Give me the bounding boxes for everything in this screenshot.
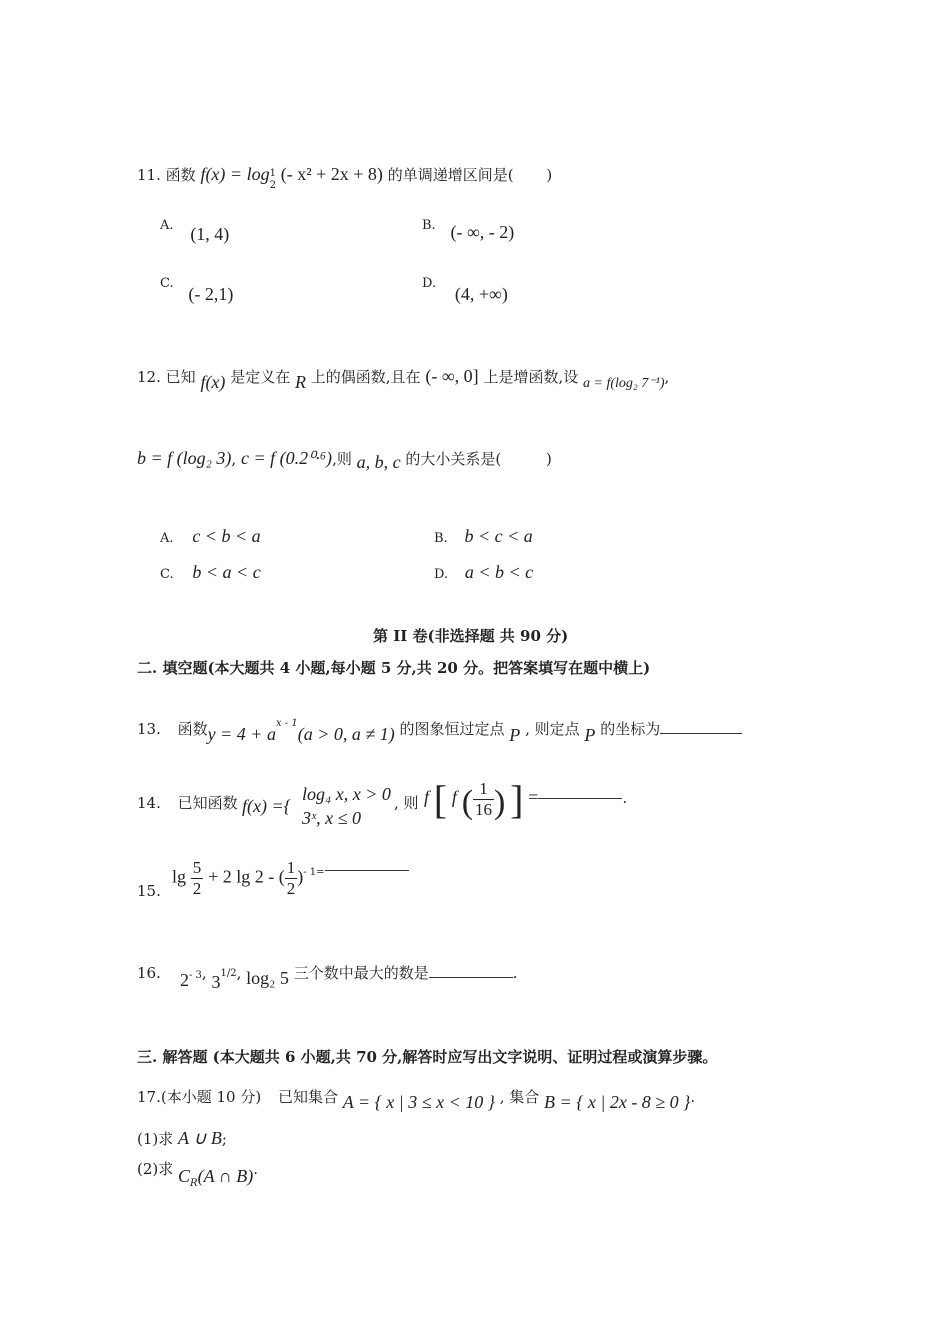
q14-f-outer: f — [424, 787, 430, 807]
q14-bracket-right: ] — [510, 777, 524, 822]
q13-condition: (a > 0, a ≠ 1) — [297, 724, 395, 744]
q12-option-b-label: B. — [434, 531, 448, 546]
q14-expression — [424, 777, 628, 830]
q16-number: 16. — [137, 964, 161, 982]
q14-text2: , 则 — [394, 794, 419, 812]
q12-text1: 已知 — [165, 368, 196, 386]
q17-set-a: A = { x | 3 ≤ x < 10 } — [342, 1092, 495, 1112]
q17-end: . — [690, 1088, 696, 1106]
q12-option-d[interactable] — [434, 562, 533, 583]
q15-answer-blank[interactable] — [325, 870, 409, 871]
q14-answer-blank[interactable] — [538, 798, 622, 799]
q17-part2-arg: (A ∩ B) — [197, 1166, 254, 1186]
q14-label — [137, 792, 238, 813]
q12-option-c[interactable] — [160, 562, 261, 583]
q11-option-d[interactable] — [422, 276, 508, 304]
q12-text2: 是定义在 — [230, 368, 291, 386]
q12-option-c-text: b < a < c — [192, 562, 261, 582]
q12-option-d-label: D. — [434, 567, 449, 582]
q12-option-a[interactable] — [160, 526, 261, 547]
q11-option-c[interactable] — [160, 276, 234, 304]
q15-equals: = — [316, 866, 325, 878]
q13-text4: 的坐标为 — [600, 720, 661, 738]
q11-option-b-text: (- ∞, - 2) — [450, 222, 515, 242]
q14-number: 14. — [137, 794, 161, 812]
q12-R: R — [295, 372, 306, 392]
q16-n2: 3 — [211, 972, 221, 992]
q17-number: 17. — [137, 1088, 161, 1106]
q16-answer-blank[interactable] — [429, 977, 513, 978]
q12-interval: (- ∞, 0] — [425, 366, 479, 386]
q12-text6: 的大小关系是( — [405, 450, 502, 468]
q12-a-def: a = f(log₂ 7⁻¹) — [583, 376, 665, 391]
q11-option-b-label: B. — [422, 218, 436, 233]
q15-expression — [172, 858, 409, 899]
q11-option-b[interactable] — [422, 218, 515, 242]
q12-b-def: b = f (log₂ 3) — [137, 448, 232, 468]
q17-set-b: B = { x | 2x - 8 ≥ 0 } — [544, 1092, 691, 1112]
q17-part2 — [137, 1158, 259, 1189]
q17-part2-label: (2)求 — [137, 1160, 174, 1178]
q14-paren-left: ( — [461, 784, 474, 821]
q13-exponent: x - 1 — [275, 718, 298, 729]
q11-option-d-label: D. — [422, 276, 437, 291]
q17-points: (本小题 10 分) — [160, 1088, 262, 1106]
q13-text1: 函数 — [177, 720, 208, 738]
q17-text2: , 集合 — [499, 1088, 540, 1106]
q17-part1-expr: A ∪ B — [178, 1128, 222, 1148]
q16-expression — [180, 962, 518, 992]
q12-close: ) — [546, 450, 552, 468]
q12-number: 12. — [137, 368, 161, 386]
q12-c-def: c = f (0.2⁰·⁶) — [240, 448, 333, 468]
q17-part1 — [137, 1128, 227, 1149]
q16-n2-exp: 1/2 — [220, 968, 237, 979]
q15-frac2: $\frac{1}{2}$ — [286, 858, 296, 898]
q11-number: 11. — [137, 166, 161, 184]
q15-mid: + 2 lg 2 - ( — [208, 866, 285, 887]
q16-text: 三个数中最大的数是 — [293, 964, 429, 982]
q13-formula: y = 4 + a — [207, 724, 276, 744]
q14-f-inner: f — [451, 787, 457, 807]
q12-text5: ,则 — [332, 450, 352, 468]
q16-sep1: , — [201, 964, 207, 982]
q11-text2: 的单调递增区间是( — [387, 166, 514, 184]
q11-option-a-text: (1, 4) — [190, 224, 230, 244]
q17-part2-sub: R — [190, 1178, 198, 1189]
q13-point-p: P — [509, 725, 521, 745]
q15-exponent: - 1 — [303, 866, 317, 878]
q11-close: ) — [546, 166, 553, 184]
q14-equals: = — [528, 787, 539, 807]
q12-option-b-text: b < c < a — [464, 526, 533, 546]
q17-part2-end: . — [253, 1160, 259, 1178]
q16-n3: log₂ 5 — [246, 968, 289, 988]
q11-option-d-text: (4, +∞) — [454, 284, 508, 304]
part3-section-heading: 三. 解答题 (本大题共 6 小题,共 70 分,解答时应写出文字说明、证明过程或演算步骤。 — [137, 1048, 718, 1066]
q11-arg: (- x² + 2x + 8) — [280, 164, 383, 184]
q12-option-a-text: c < b < a — [192, 526, 261, 546]
q13-number: 13. — [137, 720, 161, 738]
q14-fx: f(x) ={ — [242, 796, 291, 816]
q11-log-base: 1 2 — [269, 168, 276, 191]
q14-end: . — [622, 789, 628, 807]
q17-stem — [137, 1086, 696, 1112]
q12-stem-line2: b = f (log₂ 3), c = f (0.2⁰·⁶),则 a, b, c 的大小关系是( ) — [137, 448, 552, 472]
q12-abc: a, b, c — [356, 452, 401, 472]
q12-text4: 上是增函数,设 — [483, 368, 579, 386]
q11-option-c-label: C. — [160, 276, 174, 291]
q17-part2-c: C — [178, 1166, 191, 1186]
q11-stem — [137, 160, 553, 191]
q12-fx: f(x) — [200, 372, 226, 392]
q11-func: f(x) = log — [200, 164, 270, 184]
q16-sep2: , — [236, 964, 242, 982]
q13-point-p2: P — [584, 725, 596, 745]
q12-option-d-text: a < b < c — [464, 562, 534, 582]
q16-n1-exp: - 3 — [189, 970, 202, 981]
q15-number: 15. — [137, 882, 161, 900]
q17-text1: 已知集合 — [277, 1088, 338, 1106]
part2-title: 第 II 卷(非选择题 共 90 分) — [373, 627, 569, 645]
q15-lg: lg — [172, 866, 187, 887]
q13-answer-blank[interactable] — [660, 733, 742, 734]
q14-case2: 3ˣ, x ≤ 0 — [302, 808, 361, 828]
q14-fraction: $\frac{1}{16}$ — [475, 778, 493, 819]
q17-part1-end: ; — [221, 1130, 227, 1148]
q12-stem-line1 — [137, 366, 670, 392]
q12-option-b[interactable] — [434, 526, 533, 547]
q14-bracket-left: [ — [433, 777, 448, 822]
q16-end: . — [512, 964, 518, 982]
q12-comma: , — [664, 368, 670, 386]
q14-text1: 已知函数 — [177, 794, 238, 812]
q15-tail: ) — [297, 866, 304, 887]
q13-text3: , 则定点 — [525, 720, 580, 738]
q11-option-a[interactable] — [160, 218, 230, 244]
q11-text: 函数 — [165, 166, 196, 184]
q13-text2: 的图象恒过定点 — [399, 720, 505, 738]
part2-section-heading: 二. 填空题(本大题共 4 小题,每小题 5 分,共 20 分。把答案填写在题中横上) — [137, 659, 651, 677]
q14-paren-right: ) — [494, 784, 506, 821]
q17-part1-label: (1)求 — [137, 1130, 174, 1148]
q14-case1: log₄ x, x > 0 — [302, 784, 391, 804]
q12-text3: 上的偶函数,且在 — [310, 368, 421, 386]
q13 — [137, 718, 742, 745]
q14-tail — [394, 792, 419, 813]
q15-frac1: $\frac{5}{2}$ — [192, 858, 202, 898]
q12-option-a-label: A. — [160, 531, 174, 546]
q12-option-c-label: C. — [160, 567, 174, 582]
q11-option-c-text: (- 2,1) — [188, 284, 234, 304]
q11-option-a-label: A. — [160, 218, 174, 233]
q16-n1: 2 — [180, 970, 189, 990]
q14-cases — [302, 782, 391, 830]
